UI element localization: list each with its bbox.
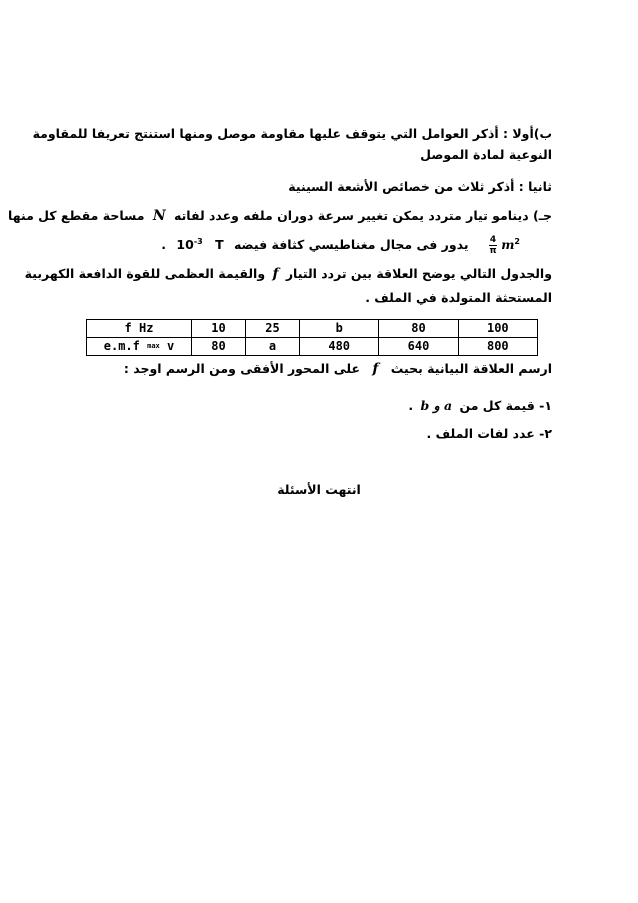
question-b-text-2: النوعية لمادة الموصل [420,147,552,162]
emf-max-label: max [147,342,160,350]
end-of-questions [0,482,638,498]
table-intro-text-a: والجدول التالي يوضح العلاقة بين تردد التيار [285,266,552,281]
area-exponent: 2 [514,236,520,246]
question-j-line-2 [161,235,520,259]
table-cell: 640 [379,338,458,356]
field-end-dot: . [161,237,167,252]
question-b-text-1: ب)أولا : أذكر العوامل التي يتوقف عليها مقاومة موصل ومنها استنتج تعريفا للمقاومة [32,126,552,141]
table-cell: 10 [192,320,246,338]
question-second-line [288,179,552,195]
variable-n: N [152,208,166,224]
table-intro-text-2: المستحثة المتولدة في الملف . [365,290,552,305]
question-j-suffix: مساحة مقطع كل منها [8,208,145,223]
field-exponent: -3 [193,236,203,246]
area-unit: m [501,237,515,252]
table-cell: 25 [246,320,300,338]
item-2-text: ٢- عدد لفات الملف . [426,426,552,441]
area-numerator: 4 [489,235,497,245]
frequency-emf-table [86,319,538,356]
field-unit: T [215,237,224,252]
field-expression [161,237,223,253]
table-cell: b [300,320,379,338]
question-j-line-1 [8,208,552,224]
area-fraction [489,235,497,256]
item-1-line [408,398,552,414]
area-denominator: π [489,246,497,256]
table-cell: a [246,338,300,356]
question-j-prefix: جـ) دينامو تيار متردد يمكن تغيير سرعة دوران ملفه وعدد لفاته [174,208,552,223]
item-2-line [427,426,552,442]
question-second-text: ثانيا : أذكر ثلاث من خصائص الأشعة السينية [288,179,552,194]
instructions-text-b: على المحور الأفقى ومن الرسم اوجد : [123,361,361,376]
item-1-text: ١- قيمة كل من [459,398,552,413]
emf-unit: v [167,339,175,353]
question-b-line-2 [420,147,552,163]
field-text: يدور فى مجال مغناطيسي كثافة فيضه [233,237,469,252]
table-cell: 80 [379,320,458,338]
table-intro-line-1 [25,266,552,282]
table-cell: 800 [458,338,537,356]
item-1-variables: a و b [420,398,453,413]
table-cell: 100 [458,320,537,338]
table-cell: 480 [300,338,379,356]
variable-f: f [272,266,279,282]
table-row [87,320,538,338]
table-cell: 80 [192,338,246,356]
instructions-line [124,361,552,377]
table-header-emf [87,338,192,356]
field-value: 10 [176,237,194,252]
item-1-end: . [408,398,414,413]
area-expression [485,235,520,256]
variable-f-axis: f [372,361,379,377]
end-of-questions-text: انتهت الأسئلة [277,482,361,497]
table-row [87,338,538,356]
table-intro-text-b: والقيمة العظمى للقوة الدافعة الكهربية [24,266,266,281]
instructions-text-a: ارسم العلاقة البيانية بحيث [390,361,552,376]
emf-label: e.m.f [103,339,140,353]
table-header-frequency: f Hz [87,320,192,338]
question-b-line-1 [33,126,552,142]
table-intro-line-2 [365,290,552,306]
